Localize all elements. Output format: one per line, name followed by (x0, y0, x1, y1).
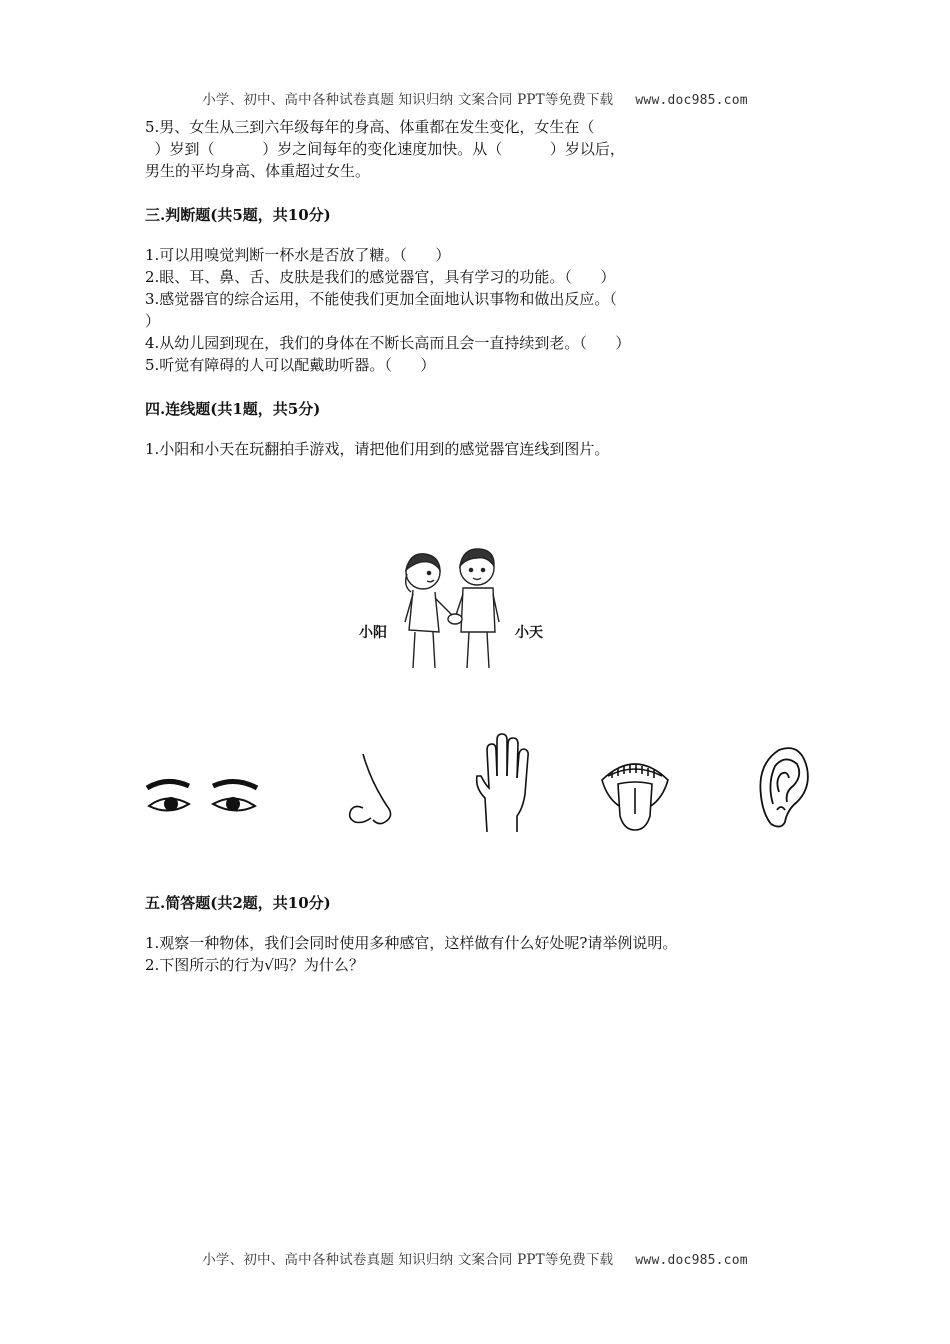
section-title-match: 四.连线题(共1题，共5分) (145, 400, 321, 418)
kids-drawing-icon (355, 540, 555, 670)
judge-item: ） (145, 312, 161, 330)
q5-line-2: ）岁到（ ）岁之间每年的变化速度加快。从（ ）岁以后， (145, 140, 625, 158)
judge-item: 2.眼、耳、鼻、舌、皮肤是我们的感觉器官，具有学习的功能。（ ） (145, 268, 616, 286)
page-header (0, 88, 950, 108)
hand-icon (473, 732, 533, 834)
section-title-short-answer: 五.简答题(共2题，共10分) (145, 894, 331, 912)
footer-url: www.doc985.com (635, 1253, 748, 1268)
short-answer-q1: 1.观察一种物体，我们会同时使用多种感官，这样做有什么好处呢?请举例说明。 (145, 934, 678, 952)
kid-label-right: 小天 (515, 625, 543, 641)
header-text: 小学、初中、高中各种试卷真题 知识归纳 文案合同 PPT等免费下载 (202, 92, 614, 108)
judge-list (145, 244, 825, 376)
organs-row (145, 732, 825, 842)
tongue-icon (600, 754, 670, 832)
footer-text: 小学、初中、高中各种试卷真题 知识归纳 文案合同 PPT等免费下载 (202, 1252, 614, 1268)
match-question: 1.小阳和小天在玩翻拍手游戏，请把他们用到的感觉器官连线到图片。 (145, 440, 610, 458)
judge-item: 3.感觉器官的综合运用，不能使我们更加全面地认识事物和做出反应。（ (145, 290, 617, 308)
fill-blank-q5 (145, 116, 825, 182)
exam-content (145, 116, 825, 976)
judge-item: 4.从幼儿园到现在，我们的身体在不断长高而且会一直持续到老。（ ） (145, 334, 631, 352)
kid-label-left: 小阳 (359, 625, 387, 641)
short-answer-q2: 2.下图所示的行为√吗？为什么？ (145, 956, 364, 974)
section-title-judge: 三.判断题(共5题，共10分) (145, 206, 331, 224)
header-url: www.doc985.com (635, 93, 748, 108)
nose-icon (341, 752, 401, 832)
q5-line-3: 男生的平均身高、体重超过女生。 (145, 162, 371, 180)
kids-illustration (355, 540, 555, 670)
judge-item: 1.可以用嗅觉判断一杯水是否放了糖。（ ） (145, 246, 451, 264)
judge-item: 5.听觉有障碍的人可以配戴助听器。（ ） (145, 356, 436, 374)
ear-icon (755, 744, 811, 830)
page-footer (0, 1248, 950, 1268)
q5-line-1: 5.男、女生从三到六年级每年的身高、体重都在发生变化，女生在（ (145, 118, 595, 136)
match-figure (145, 460, 825, 870)
eyes-icon (145, 776, 259, 826)
